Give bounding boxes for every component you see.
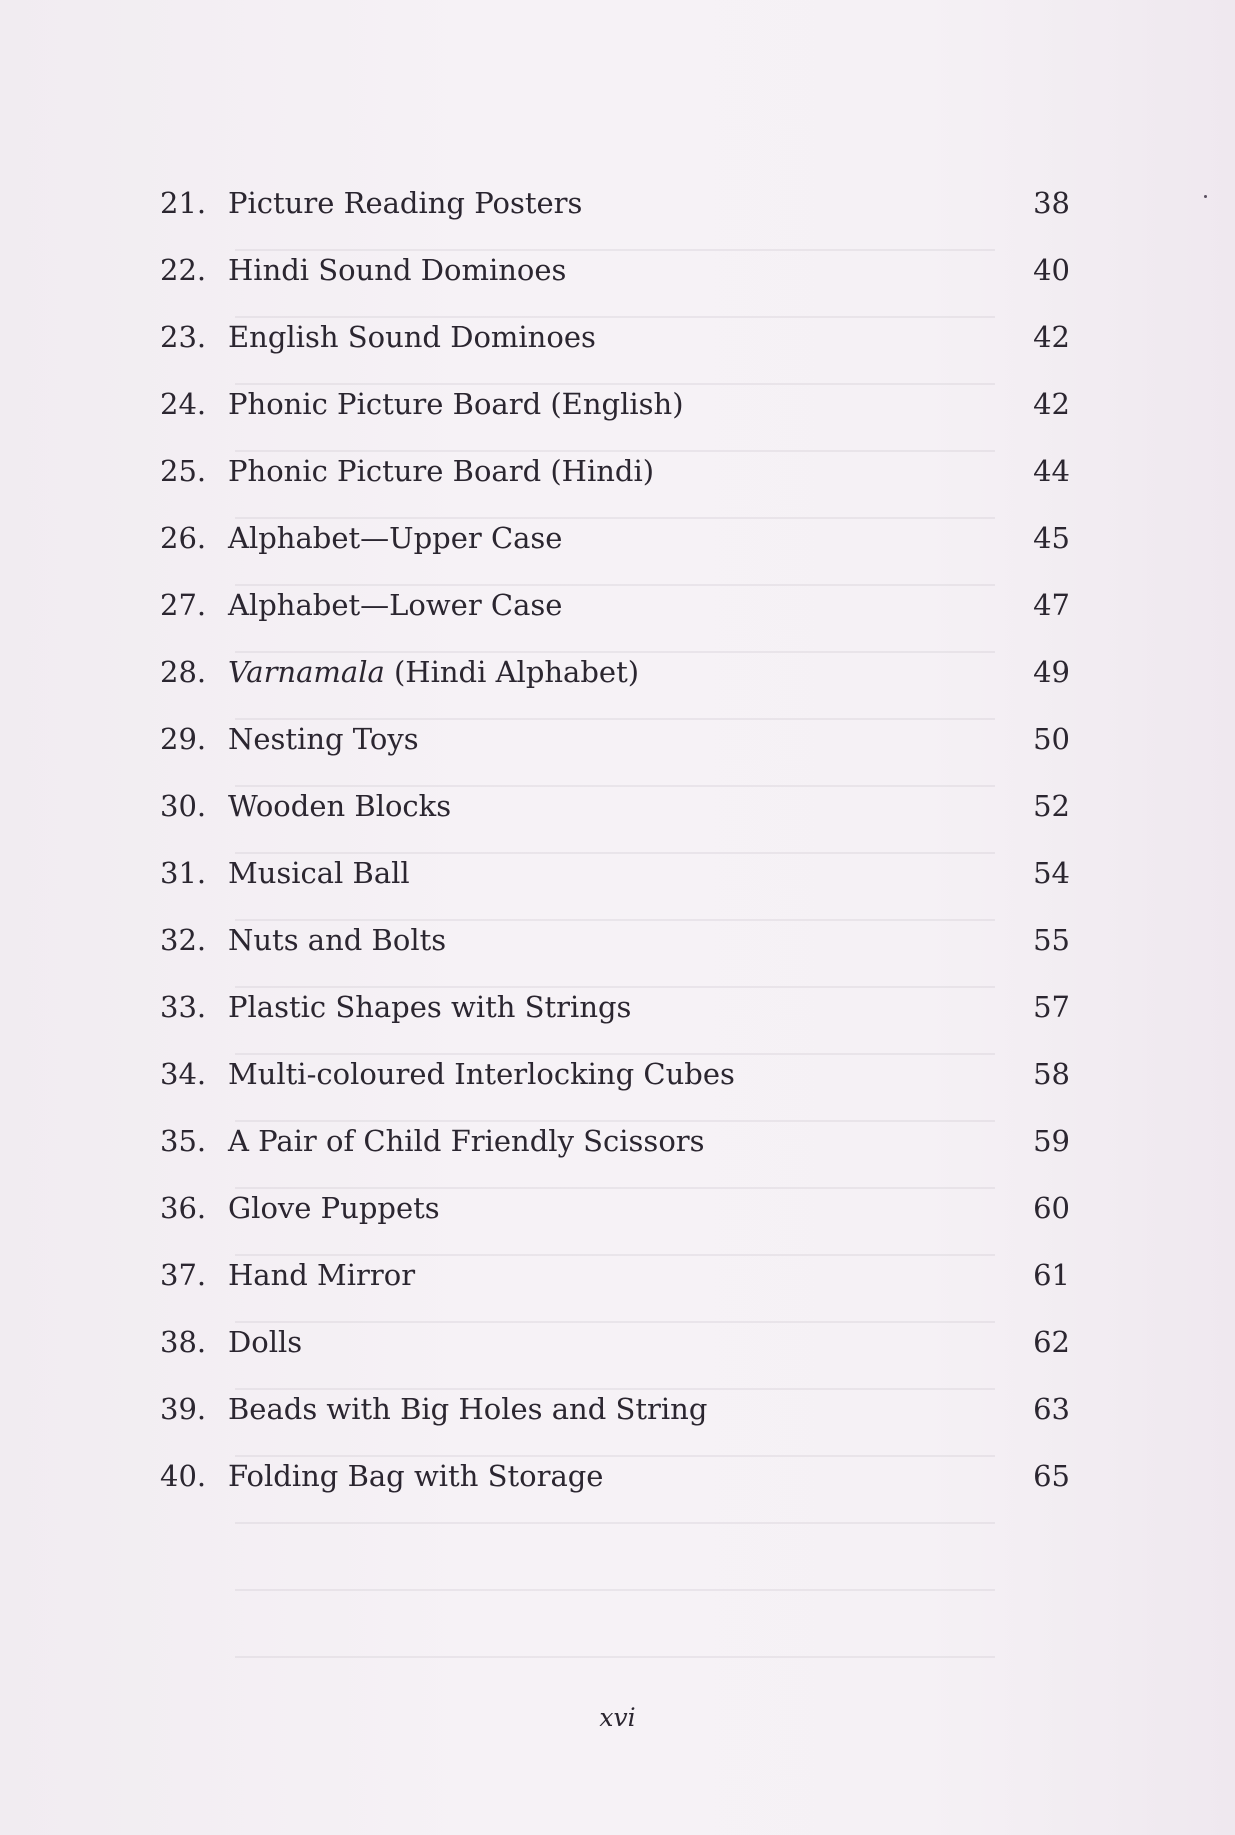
table-of-contents — [160, 170, 1070, 1510]
entry-title: Hindi Sound Dominoes — [228, 253, 567, 287]
toc-entry — [160, 974, 1070, 1041]
entry-title: Phonic Picture Board (Hindi) — [228, 454, 655, 488]
toc-entry — [160, 1041, 1070, 1108]
entry-number: 39. — [160, 1392, 207, 1426]
toc-entry — [160, 840, 1070, 907]
entry-number: 38. — [160, 1325, 207, 1359]
entry-page: 57 — [1033, 990, 1070, 1024]
entry-number: 36. — [160, 1191, 207, 1225]
entry-page: 50 — [1033, 722, 1070, 756]
entry-number: 22. — [160, 253, 207, 287]
entry-title: Alphabet—Upper Case — [228, 521, 563, 555]
toc-entry — [160, 1175, 1070, 1242]
entry-number: 26. — [160, 521, 207, 555]
entry-title — [228, 639, 1022, 706]
entry-page: 52 — [1033, 789, 1070, 823]
entry-title: Musical Ball — [228, 856, 410, 890]
page-number: xvi — [599, 1703, 636, 1732]
entry-number: 35. — [160, 1124, 207, 1158]
toc-entry — [160, 572, 1070, 639]
entry-page: 47 — [1033, 588, 1070, 622]
entry-number: 31. — [160, 856, 207, 890]
entry-title: English Sound Dominoes — [228, 320, 596, 354]
entry-page: 38 — [1033, 186, 1070, 220]
entry-page: 62 — [1033, 1325, 1070, 1359]
entry-title: Phonic Picture Board (English) — [228, 387, 684, 421]
toc-entry — [160, 773, 1070, 840]
entry-page: 55 — [1033, 923, 1070, 957]
entry-page: 40 — [1033, 253, 1070, 287]
entry-title: Alphabet—Lower Case — [228, 588, 563, 622]
toc-entry — [160, 1443, 1070, 1510]
entry-title: Plastic Shapes with Strings — [228, 990, 632, 1024]
toc-entry — [160, 706, 1070, 773]
entry-page: 65 — [1033, 1459, 1070, 1493]
paper-speck — [1204, 195, 1207, 198]
entry-page: 59 — [1033, 1124, 1070, 1158]
entry-number: 23. — [160, 320, 207, 354]
entry-page: 49 — [1033, 655, 1070, 689]
entry-number: 33. — [160, 990, 207, 1024]
toc-entry — [160, 304, 1070, 371]
entry-number: 25. — [160, 454, 207, 488]
entry-title: Nesting Toys — [228, 722, 419, 756]
entry-page: 63 — [1033, 1392, 1070, 1426]
toc-entry — [160, 907, 1070, 974]
entry-number: 28. — [160, 655, 207, 689]
entry-page: 44 — [1033, 454, 1070, 488]
entry-page: 60 — [1033, 1191, 1070, 1225]
entry-number: 32. — [160, 923, 207, 957]
entry-number: 24. — [160, 387, 207, 421]
entry-page: 61 — [1033, 1258, 1070, 1292]
toc-entry — [160, 1242, 1070, 1309]
entry-title-rest: (Hindi Alphabet) — [384, 655, 640, 689]
entry-page: 58 — [1033, 1057, 1070, 1091]
entry-title: Glove Puppets — [228, 1191, 440, 1225]
toc-entry — [160, 1108, 1070, 1175]
toc-entry — [160, 639, 1070, 706]
toc-entry — [160, 1376, 1070, 1443]
entry-number: 30. — [160, 789, 207, 823]
toc-entry — [160, 170, 1070, 237]
entry-title: Wooden Blocks — [228, 789, 452, 823]
toc-entry — [160, 505, 1070, 572]
entry-page: 45 — [1033, 521, 1070, 555]
entry-title: Nuts and Bolts — [228, 923, 447, 957]
entry-number: 34. — [160, 1057, 207, 1091]
entry-title: Hand Mirror — [228, 1258, 416, 1292]
entry-title-italic: Varnamala — [228, 655, 385, 689]
toc-entry — [160, 438, 1070, 505]
entry-number: 27. — [160, 588, 207, 622]
entry-page: 42 — [1033, 387, 1070, 421]
toc-entry — [160, 1309, 1070, 1376]
toc-entry — [160, 371, 1070, 438]
entry-number: 29. — [160, 722, 207, 756]
entry-title: Multi-coloured Interlocking Cubes — [228, 1057, 735, 1091]
toc-entry — [160, 237, 1070, 304]
entry-number: 21. — [160, 186, 207, 220]
entry-title: Picture Reading Posters — [228, 186, 583, 220]
entry-title: Beads with Big Holes and String — [228, 1392, 708, 1426]
entry-title: Folding Bag with Storage — [228, 1459, 604, 1493]
entry-page: 54 — [1033, 856, 1070, 890]
entry-number: 37. — [160, 1258, 207, 1292]
entry-title: A Pair of Child Friendly Scissors — [228, 1124, 705, 1158]
entry-number: 40. — [160, 1459, 207, 1493]
entry-page: 42 — [1033, 320, 1070, 354]
entry-title: Dolls — [228, 1325, 303, 1359]
